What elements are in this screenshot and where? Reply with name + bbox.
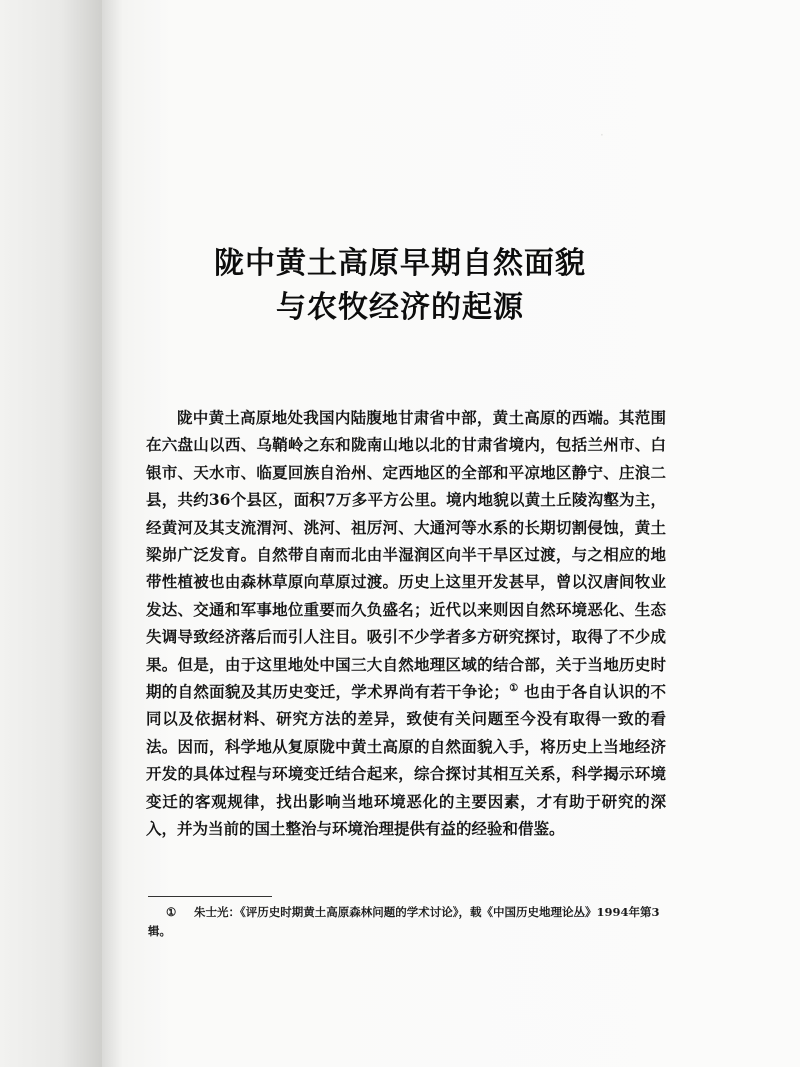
footnote-divider — [148, 896, 272, 897]
footnote-text: 朱士光：《评历史时期黄土高原森林问题的学术讨论》，载《中国历史地理论丛》1994年第3辑。 — [148, 905, 660, 938]
article-body — [146, 404, 666, 843]
article-title-line-2: 与农牧经济的起源 — [276, 290, 524, 325]
body-text-part-1: 陇中黄土高原地处我国内陆腹地甘肃省中部，黄土高原的西端。其范围在六盘山以西、乌鞘岭之东和陇南山地以北的甘肃省境内，包括兰州市、白银市、天水市、临夏回族自治州、定西地区的全部和平凉地区静宁、庄浪二县，共约36个县区，面积7万多平方公里。境内地貌以黄土丘陵沟壑为主，经黄河及其支流渭河、洮河、祖厉河、大通河等水系的长期切割侵蚀，黄土梁峁广泛发育。自然带自南而北由半湿润区向半干旱区过渡，与之相应的地带性植被也由森林草原向草原过渡。历史上这里开发甚早，曾以汉唐间牧业发达、交通和军事地位重要而久负盛名；近代以来则因自然环境恶化、生态失调导致经济落后而引人注目。吸引不少学者多方研究探讨，取得了不少成果。但是，由于这里地处中国三大自然地理区域的结合部，关于当地历史时期的自然面貌及其历史变迁，学术界尚有若干争论； — [146, 408, 666, 702]
footnote — [148, 903, 668, 941]
show-through-text: · — [600, 128, 604, 142]
body-paragraph — [146, 404, 666, 843]
footnote-reference[interactable]: ① — [508, 682, 519, 694]
article-title-line-1: 陇中黄土高原早期自然面貌 — [214, 246, 586, 281]
footnote-number: ① — [166, 905, 177, 919]
body-text-part-2: 也由于各自认识的不同以及依据材料、研究方法的差异，致使有关问题至今没有取得一致的看法。因而，科学地从复原陇中黄土高原的自然面貌入手，将历史上当地经济开发的具体过程与环境变迁结合起来，综合探讨其相互关系，科学揭示环境变迁的客观规律，找出影响当地环境恶化的主要因素，才有助于研究的深入，并为当前的国土整治与环境治理提供有益的经验和借鉴。 — [146, 682, 666, 839]
adjacent-page-edge — [0, 0, 102, 1067]
